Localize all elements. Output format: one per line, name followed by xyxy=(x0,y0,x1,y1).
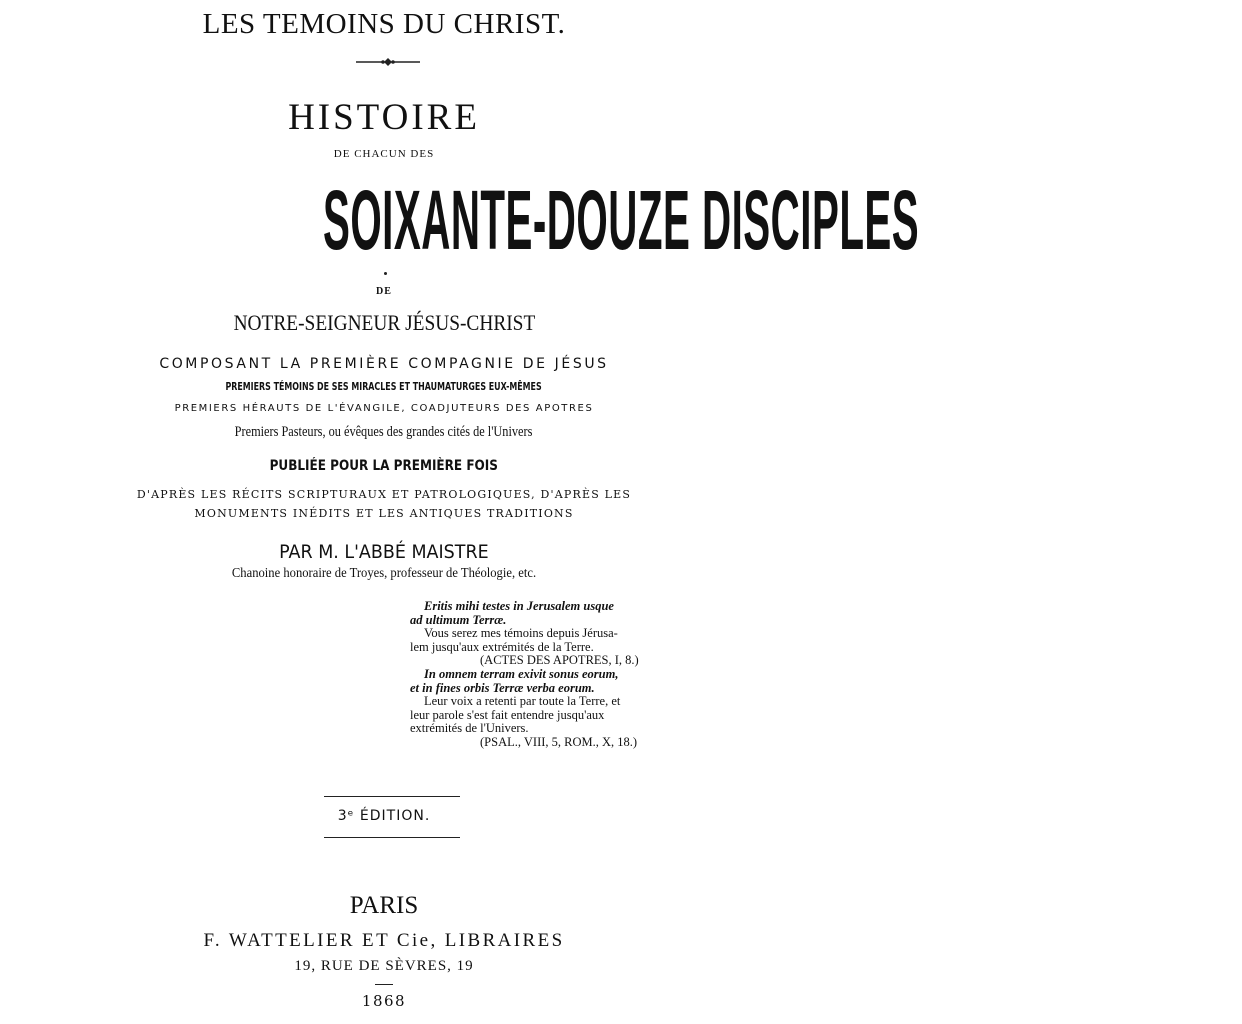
imprint-address: 19, RUE DE SÈVRES, 19 xyxy=(294,958,474,974)
imprint-publisher: F. WATTELIER ET Cie, LIBRAIRES xyxy=(203,930,565,951)
epigraph-french-1b: lem jusqu'aux extrémités de la Terre. xyxy=(410,639,594,654)
recits-line-2: MONUMENTS INÉDITS ET LES ANTIQUES TRADITIONS xyxy=(194,507,574,520)
epigraph-ref-1: (ACTES DES APOTRES, I, 8.) xyxy=(480,653,639,668)
epigraph-latin-1a: Eritis mihi testes in Jerusalem usque xyxy=(424,599,614,613)
composant-line: COMPOSANT LA PREMIÈRE COMPAGNIE DE JÉSUS xyxy=(159,356,609,372)
recits-line-1: D'APRÈS LES RÉCITS SCRIPTURAUX ET PATROLOGIQUES, D'APRÈS LES xyxy=(136,488,632,501)
author-role-text: Chanoine honoraire de Troyes, professeur de Théologie, etc. xyxy=(231,566,537,581)
epigraph-latin-1b: ad ultimum Terræ. xyxy=(410,612,507,627)
edition-rule-top xyxy=(324,796,460,797)
imprint-city: PARIS xyxy=(349,892,419,919)
epigraph-french-2a: Leur voix a retenti par toute la Terre, et xyxy=(424,694,621,709)
author-name-text: PAR M. L'ABBÉ MAISTRE xyxy=(279,541,489,563)
de-line: DE xyxy=(376,286,392,297)
epigraph-ref-2: (PSAL., VIII, 5, ROM., X, 18.) xyxy=(480,734,638,749)
histoire-heading: HISTOIRE xyxy=(288,97,480,138)
decorative-dot xyxy=(384,272,387,275)
edition-label: 3ᵉ ÉDITION. xyxy=(337,808,431,824)
ornament-divider-icon xyxy=(356,55,420,69)
author-name xyxy=(0,541,768,563)
epigraph-french-2b: leur parole s'est fait entendre jusqu'aux xyxy=(410,707,605,722)
de-chacun-line: DE CHACUN DES xyxy=(333,148,435,160)
author-role xyxy=(0,566,768,582)
main-title-text: SOIXANTE-DOUZE DISCIPLES xyxy=(322,173,920,267)
series-title: LES TEMOINS DU CHRIST. xyxy=(202,8,566,40)
main-title xyxy=(0,173,920,267)
epigraph-latin-2b: et in fines orbis Terræ verba eorum. xyxy=(410,680,595,695)
publiee-line xyxy=(0,458,768,474)
temoins-line xyxy=(0,380,768,393)
pasteurs-line xyxy=(0,424,768,441)
seigneur-text: NOTRE-SEIGNEUR JÉSUS-CHRIST xyxy=(233,310,535,335)
pasteurs-text: Premiers Pasteurs, ou évêques des grandes cités de l'Univers xyxy=(235,424,533,440)
epigraph-french-2c: extrémités de l'Univers. xyxy=(410,721,529,736)
seigneur-line xyxy=(0,310,768,336)
herauts-line: PREMIERS HÉRAUTS DE L'ÉVANGILE, COADJUTEURS DES APOTRES xyxy=(174,403,594,414)
imprint-year: 1868 xyxy=(361,992,407,1010)
publiee-text: PUBLIÉE POUR LA PREMIÈRE FOIS xyxy=(269,458,499,474)
epigraph-french-1a: Vous serez mes témoins depuis Jérusa- xyxy=(424,626,618,641)
epigraph-latin-2a: In omnem terram exivit sonus eorum, xyxy=(424,666,619,681)
temoins-text: PREMIERS TÉMOINS DE SES MIRACLES ET THAUMATURGES EUX-MÊMES xyxy=(225,380,543,393)
epigraph xyxy=(410,600,656,750)
edition-rule-bottom xyxy=(324,837,460,838)
imprint-rule xyxy=(375,984,393,985)
